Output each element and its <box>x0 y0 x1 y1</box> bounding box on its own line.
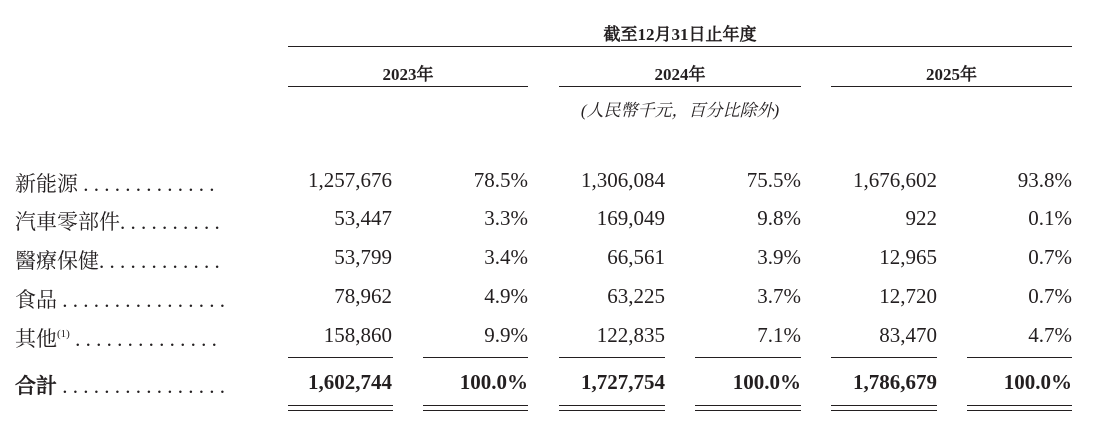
cell-value-2024: 1,306,084 <box>581 168 665 192</box>
cell-value-2025: 12,720 <box>879 284 937 308</box>
cell-percent-2023: 3.4% <box>484 245 528 269</box>
cell-percent-2023: 78.5% <box>473 168 528 192</box>
dot-leader: . . . . . . . . . . . . . <box>78 172 215 196</box>
total-label <box>15 370 250 400</box>
total-double-rule <box>423 410 528 411</box>
cell-percent-2023: 3.3% <box>484 206 528 230</box>
cell-percent-2024: 75.5% <box>746 168 801 192</box>
cell-percent-2025: 0.7% <box>1028 245 1072 269</box>
row-label <box>15 206 250 236</box>
cell-value-2023: 53,447 <box>334 206 392 230</box>
dot-leader: . . . . . . . . . . . . <box>99 249 220 273</box>
cell-percent-2025: 4.7% <box>1028 323 1072 347</box>
row-name: 合計 <box>15 374 57 398</box>
total-double-rule <box>831 405 937 406</box>
year-rule-2025 <box>831 86 1072 87</box>
cell-percent-2023: 4.9% <box>484 284 528 308</box>
year-rule-2024 <box>559 86 801 87</box>
period-header: 截至12月31日止年度 <box>603 25 757 44</box>
year-rule-2023 <box>288 86 528 87</box>
row-name: 其他 <box>15 327 57 351</box>
year-header-2025: 2025年 <box>926 65 977 84</box>
cell-value-2023: 53,799 <box>334 245 392 269</box>
dot-leader: . . . . . . . . . . . . . . . . <box>57 288 225 312</box>
year-header-2023: 2023年 <box>382 65 434 84</box>
total-double-rule <box>288 405 393 406</box>
cell-value-2023: 1,257,676 <box>308 168 392 192</box>
period-rule <box>288 46 1072 47</box>
total-percent-2023: 100.0% <box>459 370 528 394</box>
cell-value-2024: 63,225 <box>607 284 665 308</box>
cell-value-2025: 922 <box>905 206 937 230</box>
row-name: 醫療保健 <box>15 249 99 273</box>
cell-percent-2025: 93.8% <box>1017 168 1072 192</box>
total-value-2024: 1,727,754 <box>581 370 665 394</box>
row-label <box>15 168 250 198</box>
cell-value-2025: 83,470 <box>879 323 937 347</box>
cell-value-2024: 169,049 <box>596 206 665 230</box>
cell-value-2025: 12,965 <box>879 245 937 269</box>
subtotal-rule <box>423 357 528 358</box>
row-name: 食品 <box>15 288 57 312</box>
cell-percent-2024: 3.7% <box>757 284 801 308</box>
cell-percent-2023: 9.9% <box>484 323 528 347</box>
total-double-rule <box>967 410 1072 411</box>
cell-percent-2024: 9.8% <box>757 206 801 230</box>
total-double-rule <box>967 405 1072 406</box>
unit-note: (人民幣千元，百分比除外) <box>580 101 780 120</box>
total-value-2025: 1,786,679 <box>853 370 937 394</box>
total-double-rule <box>831 410 937 411</box>
row-label <box>15 323 250 353</box>
cell-value-2023: 78,962 <box>334 284 392 308</box>
total-percent-2024: 100.0% <box>732 370 801 394</box>
total-double-rule <box>695 405 801 406</box>
year-header-2024: 2024年 <box>654 65 706 84</box>
subtotal-rule <box>288 357 393 358</box>
total-percent-2025: 100.0% <box>1003 370 1072 394</box>
total-double-rule <box>288 410 393 411</box>
dot-leader: . . . . . . . . . . <box>120 210 220 234</box>
total-double-rule <box>695 410 801 411</box>
cell-percent-2024: 3.9% <box>757 245 801 269</box>
cell-percent-2025: 0.1% <box>1028 206 1072 230</box>
subtotal-rule <box>967 357 1072 358</box>
row-name: 新能源 <box>15 172 78 196</box>
row-label <box>15 284 250 314</box>
dot-leader: . . . . . . . . . . . . . . . . <box>57 374 225 398</box>
cell-value-2023: 158,860 <box>323 323 392 347</box>
cell-value-2024: 122,835 <box>596 323 665 347</box>
row-name: 汽車零部件 <box>15 210 120 234</box>
subtotal-rule <box>831 357 937 358</box>
total-double-rule <box>423 405 528 406</box>
total-double-rule <box>559 410 665 411</box>
total-double-rule <box>559 405 665 406</box>
footnote-marker: (1) <box>57 328 70 340</box>
cell-percent-2024: 7.1% <box>757 323 801 347</box>
row-label <box>15 245 250 275</box>
dot-leader: . . . . . . . . . . . . . . <box>69 327 217 351</box>
subtotal-rule <box>695 357 801 358</box>
cell-percent-2025: 0.7% <box>1028 284 1072 308</box>
total-value-2023: 1,602,744 <box>308 370 392 394</box>
cell-value-2024: 66,561 <box>607 245 665 269</box>
subtotal-rule <box>559 357 665 358</box>
cell-value-2025: 1,676,602 <box>853 168 937 192</box>
